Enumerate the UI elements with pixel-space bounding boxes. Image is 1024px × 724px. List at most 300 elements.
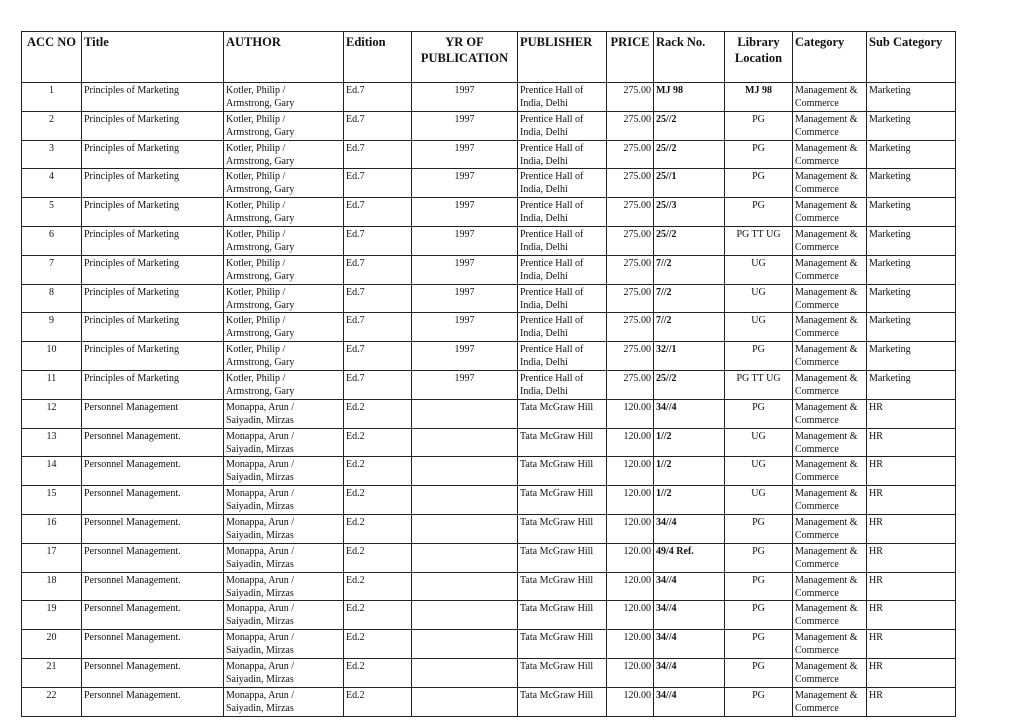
edition-cell: Ed.2 bbox=[344, 658, 412, 687]
publisher-line: India, Delhi bbox=[520, 213, 568, 225]
rack-no-cell: 1//2 bbox=[654, 486, 725, 515]
title-cell: Personnel Management bbox=[82, 399, 224, 428]
category-line: Management & bbox=[795, 286, 858, 298]
author-line: Saiyadin, Mirzas bbox=[226, 414, 294, 426]
year-cell bbox=[412, 457, 518, 486]
author-cell bbox=[224, 83, 344, 112]
author-cell bbox=[224, 399, 344, 428]
sub-category-cell: Marketing bbox=[867, 370, 956, 399]
author-line: Saiyadin, Mirzas bbox=[226, 558, 294, 570]
author-cell bbox=[224, 486, 344, 515]
title-cell: Personnel Management. bbox=[82, 601, 224, 630]
price-cell: 275.00 bbox=[607, 226, 654, 255]
category-cell bbox=[793, 111, 867, 140]
author-cell bbox=[224, 428, 344, 457]
author-line: Kotler, Philip / bbox=[226, 142, 286, 154]
title-cell: Principles of Marketing bbox=[82, 255, 224, 284]
price-cell: 120.00 bbox=[607, 687, 654, 716]
category-line: Management & bbox=[795, 574, 858, 586]
title-cell: Personnel Management. bbox=[82, 486, 224, 515]
edition-cell: Ed.2 bbox=[344, 457, 412, 486]
title-cell: Personnel Management. bbox=[82, 457, 224, 486]
category-line: Commerce bbox=[795, 501, 839, 513]
category-cell bbox=[793, 572, 867, 601]
author-cell bbox=[224, 514, 344, 543]
author-cell bbox=[224, 370, 344, 399]
sub-category-cell: Marketing bbox=[867, 342, 956, 371]
author-cell bbox=[224, 111, 344, 140]
author-line: Armstrong, Gary bbox=[226, 328, 295, 340]
title-cell: Principles of Marketing bbox=[82, 342, 224, 371]
title-cell: Principles of Marketing bbox=[82, 226, 224, 255]
publisher-line: Prentice Hall of bbox=[520, 344, 584, 356]
rack-no-cell: 32//1 bbox=[654, 342, 725, 371]
sub-category-cell: Marketing bbox=[867, 111, 956, 140]
edition-cell: Ed.2 bbox=[344, 572, 412, 601]
author-line: Saiyadin, Mirzas bbox=[226, 587, 294, 599]
publisher-line: Prentice Hall of bbox=[520, 85, 584, 96]
price-cell: 120.00 bbox=[607, 630, 654, 659]
edition-cell: Ed.7 bbox=[344, 255, 412, 284]
publisher-line: India, Delhi bbox=[520, 241, 568, 253]
author-line: Monappa, Arun / bbox=[226, 660, 295, 672]
edition-cell: Ed.2 bbox=[344, 601, 412, 630]
acc-no-cell: 2 bbox=[22, 111, 82, 140]
title-cell: Principles of Marketing bbox=[82, 111, 224, 140]
sub-category-cell: Marketing bbox=[867, 226, 956, 255]
rack-no-cell: 25//2 bbox=[654, 140, 725, 169]
edition-cell: Ed.2 bbox=[344, 399, 412, 428]
year-cell: 1997 bbox=[412, 284, 518, 313]
price-cell: 120.00 bbox=[607, 543, 654, 572]
table-row bbox=[22, 284, 956, 313]
sub-category-cell: HR bbox=[867, 399, 956, 428]
year-cell bbox=[412, 601, 518, 630]
library-location-cell: UG bbox=[725, 428, 793, 457]
sub-category-cell: HR bbox=[867, 630, 956, 659]
publisher-line: Tata McGraw Hill bbox=[520, 430, 594, 442]
category-line: Commerce bbox=[795, 645, 839, 657]
author-cell bbox=[224, 255, 344, 284]
author-line: Monappa, Arun / bbox=[226, 430, 295, 442]
author-line: Armstrong, Gary bbox=[226, 241, 295, 253]
publisher-cell bbox=[518, 428, 607, 457]
table-row bbox=[22, 399, 956, 428]
sub-category-cell: HR bbox=[867, 428, 956, 457]
table-row bbox=[22, 658, 956, 687]
table-row bbox=[22, 342, 956, 371]
publisher-line: Tata McGraw Hill bbox=[520, 459, 594, 471]
rack-no-cell: 25//2 bbox=[654, 226, 725, 255]
header-author: AUTHOR bbox=[224, 32, 344, 83]
publisher-line: Tata McGraw Hill bbox=[520, 660, 594, 672]
title-cell: Personnel Management. bbox=[82, 514, 224, 543]
header-acc-no: ACC NO bbox=[22, 32, 82, 83]
table-row bbox=[22, 457, 956, 486]
year-cell bbox=[412, 428, 518, 457]
table-row bbox=[22, 687, 956, 716]
publisher-line: Prentice Hall of bbox=[520, 142, 584, 154]
year-cell bbox=[412, 543, 518, 572]
library-location-cell: MJ 98 bbox=[725, 83, 793, 112]
rack-no-cell: 34//4 bbox=[654, 399, 725, 428]
category-cell bbox=[793, 486, 867, 515]
rack-no-cell: 1//2 bbox=[654, 457, 725, 486]
category-line: Management & bbox=[795, 459, 858, 471]
author-line: Saiyadin, Mirzas bbox=[226, 529, 294, 541]
category-line: Commerce bbox=[795, 299, 839, 311]
author-line: Kotler, Philip / bbox=[226, 372, 286, 384]
acc-no-cell: 19 bbox=[22, 601, 82, 630]
category-line: Commerce bbox=[795, 357, 839, 369]
library-location-cell: PG bbox=[725, 543, 793, 572]
category-line: Commerce bbox=[795, 702, 839, 714]
price-cell: 275.00 bbox=[607, 342, 654, 371]
author-line: Armstrong, Gary bbox=[226, 299, 295, 311]
publisher-cell bbox=[518, 399, 607, 428]
year-cell bbox=[412, 658, 518, 687]
table-row bbox=[22, 83, 956, 112]
title-cell: Principles of Marketing bbox=[82, 198, 224, 227]
author-cell bbox=[224, 313, 344, 342]
author-line: Kotler, Philip / bbox=[226, 344, 286, 356]
author-line: Kotler, Philip / bbox=[226, 200, 286, 212]
category-cell bbox=[793, 342, 867, 371]
acc-no-cell: 13 bbox=[22, 428, 82, 457]
price-cell: 275.00 bbox=[607, 140, 654, 169]
author-cell bbox=[224, 658, 344, 687]
acc-no-cell: 21 bbox=[22, 658, 82, 687]
publisher-cell bbox=[518, 572, 607, 601]
category-line: Management & bbox=[795, 344, 858, 356]
sub-category-cell: HR bbox=[867, 514, 956, 543]
title-cell: Personnel Management. bbox=[82, 687, 224, 716]
rack-no-cell: 34//4 bbox=[654, 514, 725, 543]
edition-cell: Ed.2 bbox=[344, 630, 412, 659]
author-line: Armstrong, Gary bbox=[226, 270, 295, 282]
category-cell bbox=[793, 399, 867, 428]
title-cell: Principles of Marketing bbox=[82, 83, 224, 112]
publisher-cell bbox=[518, 687, 607, 716]
publisher-line: Tata McGraw Hill bbox=[520, 401, 594, 413]
category-line: Commerce bbox=[795, 184, 839, 196]
category-line: Commerce bbox=[795, 587, 839, 599]
author-line: Saiyadin, Mirzas bbox=[226, 472, 294, 484]
table-row bbox=[22, 255, 956, 284]
author-line: Kotler, Philip / bbox=[226, 113, 286, 125]
price-cell: 275.00 bbox=[607, 284, 654, 313]
author-line: Kotler, Philip / bbox=[226, 286, 286, 298]
sub-category-cell: Marketing bbox=[867, 198, 956, 227]
category-line: Management & bbox=[795, 603, 858, 615]
library-location-cell: PG bbox=[725, 111, 793, 140]
publisher-cell bbox=[518, 255, 607, 284]
author-cell bbox=[224, 140, 344, 169]
category-cell bbox=[793, 284, 867, 313]
category-line: Management & bbox=[795, 632, 858, 644]
acc-no-cell: 16 bbox=[22, 514, 82, 543]
library-location-cell: UG bbox=[725, 486, 793, 515]
title-cell: Personnel Management. bbox=[82, 543, 224, 572]
publisher-line: India, Delhi bbox=[520, 126, 568, 138]
edition-cell: Ed.2 bbox=[344, 687, 412, 716]
category-line: Commerce bbox=[795, 472, 839, 484]
rack-no-cell: 7//2 bbox=[654, 313, 725, 342]
publisher-line: Prentice Hall of bbox=[520, 228, 584, 240]
rack-no-cell: 34//4 bbox=[654, 572, 725, 601]
rack-no-cell: 25//2 bbox=[654, 370, 725, 399]
year-cell bbox=[412, 687, 518, 716]
category-cell bbox=[793, 543, 867, 572]
price-cell: 275.00 bbox=[607, 313, 654, 342]
publisher-line: India, Delhi bbox=[520, 184, 568, 196]
library-location-cell: UG bbox=[725, 284, 793, 313]
acc-no-cell: 3 bbox=[22, 140, 82, 169]
table-row bbox=[22, 313, 956, 342]
publisher-cell bbox=[518, 370, 607, 399]
edition-cell: Ed.7 bbox=[344, 342, 412, 371]
year-cell: 1997 bbox=[412, 169, 518, 198]
category-cell bbox=[793, 687, 867, 716]
acc-no-cell: 6 bbox=[22, 226, 82, 255]
category-line: Management & bbox=[795, 401, 858, 413]
category-line: Management & bbox=[795, 315, 858, 327]
publisher-line: Prentice Hall of bbox=[520, 171, 584, 183]
header-sub-category: Sub Category bbox=[867, 32, 956, 83]
publisher-cell bbox=[518, 601, 607, 630]
publisher-line: Prentice Hall of bbox=[520, 200, 584, 212]
publisher-cell bbox=[518, 83, 607, 112]
rack-no-cell: 7//2 bbox=[654, 284, 725, 313]
publisher-line: Tata McGraw Hill bbox=[520, 603, 594, 615]
edition-cell: Ed.7 bbox=[344, 169, 412, 198]
author-line: Saiyadin, Mirzas bbox=[226, 616, 294, 628]
author-line: Monappa, Arun / bbox=[226, 516, 295, 528]
category-cell bbox=[793, 370, 867, 399]
publisher-cell bbox=[518, 486, 607, 515]
category-cell bbox=[793, 601, 867, 630]
price-cell: 120.00 bbox=[607, 428, 654, 457]
category-line: Commerce bbox=[795, 529, 839, 541]
author-cell bbox=[224, 342, 344, 371]
author-line: Monappa, Arun / bbox=[226, 603, 295, 615]
table-row bbox=[22, 111, 956, 140]
category-line: Management & bbox=[795, 257, 858, 269]
price-cell: 275.00 bbox=[607, 169, 654, 198]
category-cell bbox=[793, 514, 867, 543]
table-row bbox=[22, 601, 956, 630]
table-row bbox=[22, 198, 956, 227]
author-line: Monappa, Arun / bbox=[226, 545, 295, 557]
price-cell: 275.00 bbox=[607, 255, 654, 284]
library-location-cell: PG bbox=[725, 198, 793, 227]
acc-no-cell: 22 bbox=[22, 687, 82, 716]
header-rack-no: Rack No. bbox=[654, 32, 725, 83]
author-line: Kotler, Philip / bbox=[226, 315, 286, 327]
rack-no-cell: 49/4 Ref. bbox=[654, 543, 725, 572]
author-line: Saiyadin, Mirzas bbox=[226, 501, 294, 513]
sub-category-cell: Marketing bbox=[867, 255, 956, 284]
table-row bbox=[22, 486, 956, 515]
price-cell: 120.00 bbox=[607, 658, 654, 687]
rack-no-cell: 34//4 bbox=[654, 601, 725, 630]
rack-no-cell: 25//3 bbox=[654, 198, 725, 227]
price-cell: 120.00 bbox=[607, 601, 654, 630]
acc-no-cell: 5 bbox=[22, 198, 82, 227]
edition-cell: Ed.7 bbox=[344, 370, 412, 399]
author-line: Kotler, Philip / bbox=[226, 228, 286, 240]
year-cell: 1997 bbox=[412, 111, 518, 140]
header-library-location: Library Location bbox=[725, 32, 793, 83]
publisher-cell bbox=[518, 169, 607, 198]
acc-no-cell: 15 bbox=[22, 486, 82, 515]
sub-category-cell: HR bbox=[867, 601, 956, 630]
header-row bbox=[22, 32, 956, 83]
author-cell bbox=[224, 198, 344, 227]
category-cell bbox=[793, 83, 867, 112]
year-cell bbox=[412, 630, 518, 659]
price-cell: 120.00 bbox=[607, 399, 654, 428]
author-cell bbox=[224, 169, 344, 198]
category-line: Management & bbox=[795, 228, 858, 240]
publisher-line: India, Delhi bbox=[520, 270, 568, 282]
acc-no-cell: 18 bbox=[22, 572, 82, 601]
table-row bbox=[22, 169, 956, 198]
publisher-line: Tata McGraw Hill bbox=[520, 574, 594, 586]
acc-no-cell: 4 bbox=[22, 169, 82, 198]
author-line: Saiyadin, Mirzas bbox=[226, 443, 294, 455]
year-cell bbox=[412, 514, 518, 543]
category-line: Commerce bbox=[795, 414, 839, 426]
author-line: Armstrong, Gary bbox=[226, 385, 295, 397]
sub-category-cell: HR bbox=[867, 687, 956, 716]
publisher-cell bbox=[518, 226, 607, 255]
edition-cell: Ed.2 bbox=[344, 486, 412, 515]
author-line: Armstrong, Gary bbox=[226, 98, 295, 109]
header-edition: Edition bbox=[344, 32, 412, 83]
edition-cell: Ed.7 bbox=[344, 198, 412, 227]
sub-category-cell: Marketing bbox=[867, 284, 956, 313]
year-cell: 1997 bbox=[412, 370, 518, 399]
title-cell: Principles of Marketing bbox=[82, 284, 224, 313]
header-category: Category bbox=[793, 32, 867, 83]
title-cell: Principles of Marketing bbox=[82, 169, 224, 198]
table-row bbox=[22, 543, 956, 572]
category-cell bbox=[793, 255, 867, 284]
header-title: Title bbox=[82, 32, 224, 83]
category-cell bbox=[793, 630, 867, 659]
author-line: Saiyadin, Mirzas bbox=[226, 645, 294, 657]
sub-category-cell: Marketing bbox=[867, 169, 956, 198]
publisher-line: Prentice Hall of bbox=[520, 372, 584, 384]
acc-no-cell: 20 bbox=[22, 630, 82, 659]
table-row bbox=[22, 226, 956, 255]
acc-no-cell: 7 bbox=[22, 255, 82, 284]
category-cell bbox=[793, 226, 867, 255]
year-cell: 1997 bbox=[412, 255, 518, 284]
author-line: Saiyadin, Mirzas bbox=[226, 702, 294, 714]
author-line: Monappa, Arun / bbox=[226, 689, 295, 701]
author-line: Kotler, Philip / bbox=[226, 257, 286, 269]
author-line: Monappa, Arun / bbox=[226, 488, 295, 500]
category-cell bbox=[793, 658, 867, 687]
acc-no-cell: 8 bbox=[22, 284, 82, 313]
category-cell bbox=[793, 428, 867, 457]
year-cell bbox=[412, 486, 518, 515]
acc-no-cell: 14 bbox=[22, 457, 82, 486]
acc-no-cell: 10 bbox=[22, 342, 82, 371]
acc-no-cell: 12 bbox=[22, 399, 82, 428]
publisher-cell bbox=[518, 111, 607, 140]
category-line: Commerce bbox=[795, 558, 839, 570]
year-cell: 1997 bbox=[412, 198, 518, 227]
library-location-cell: PG bbox=[725, 687, 793, 716]
publisher-cell bbox=[518, 543, 607, 572]
author-cell bbox=[224, 630, 344, 659]
category-line: Commerce bbox=[795, 616, 839, 628]
publisher-cell bbox=[518, 514, 607, 543]
table-body bbox=[22, 83, 956, 717]
price-cell: 275.00 bbox=[607, 370, 654, 399]
title-cell: Personnel Management. bbox=[82, 428, 224, 457]
sub-category-cell: HR bbox=[867, 486, 956, 515]
author-line: Armstrong, Gary bbox=[226, 184, 295, 196]
year-cell: 1997 bbox=[412, 342, 518, 371]
edition-cell: Ed.2 bbox=[344, 428, 412, 457]
edition-cell: Ed.7 bbox=[344, 284, 412, 313]
author-cell bbox=[224, 543, 344, 572]
sub-category-cell: Marketing bbox=[867, 140, 956, 169]
library-location-cell: UG bbox=[725, 457, 793, 486]
publisher-line: Prentice Hall of bbox=[520, 315, 584, 327]
acc-no-cell: 9 bbox=[22, 313, 82, 342]
table-row bbox=[22, 140, 956, 169]
author-line: Monappa, Arun / bbox=[226, 632, 295, 644]
publisher-cell bbox=[518, 658, 607, 687]
price-cell: 275.00 bbox=[607, 111, 654, 140]
header-publisher: PUBLISHER bbox=[518, 32, 607, 83]
category-line: Commerce bbox=[795, 241, 839, 253]
publisher-cell bbox=[518, 457, 607, 486]
category-line: Management & bbox=[795, 372, 858, 384]
author-cell bbox=[224, 284, 344, 313]
publisher-cell bbox=[518, 313, 607, 342]
title-cell: Personnel Management. bbox=[82, 630, 224, 659]
author-line: Monappa, Arun / bbox=[226, 401, 295, 413]
library-location-cell: UG bbox=[725, 313, 793, 342]
publisher-cell bbox=[518, 284, 607, 313]
library-location-cell: PG bbox=[725, 658, 793, 687]
category-line: Commerce bbox=[795, 155, 839, 167]
publisher-cell bbox=[518, 630, 607, 659]
library-location-cell: PG bbox=[725, 342, 793, 371]
rack-no-cell: 34//4 bbox=[654, 658, 725, 687]
category-line: Management & bbox=[795, 689, 858, 701]
category-line: Commerce bbox=[795, 213, 839, 225]
category-cell bbox=[793, 313, 867, 342]
author-cell bbox=[224, 601, 344, 630]
category-line: Management & bbox=[795, 85, 858, 96]
author-line: Armstrong, Gary bbox=[226, 155, 295, 167]
publisher-line: India, Delhi bbox=[520, 357, 568, 369]
publisher-line: Tata McGraw Hill bbox=[520, 545, 594, 557]
category-line: Commerce bbox=[795, 126, 839, 138]
price-cell: 120.00 bbox=[607, 572, 654, 601]
category-cell bbox=[793, 198, 867, 227]
library-location-cell: UG bbox=[725, 255, 793, 284]
sub-category-cell: HR bbox=[867, 572, 956, 601]
rack-no-cell: 7//2 bbox=[654, 255, 725, 284]
